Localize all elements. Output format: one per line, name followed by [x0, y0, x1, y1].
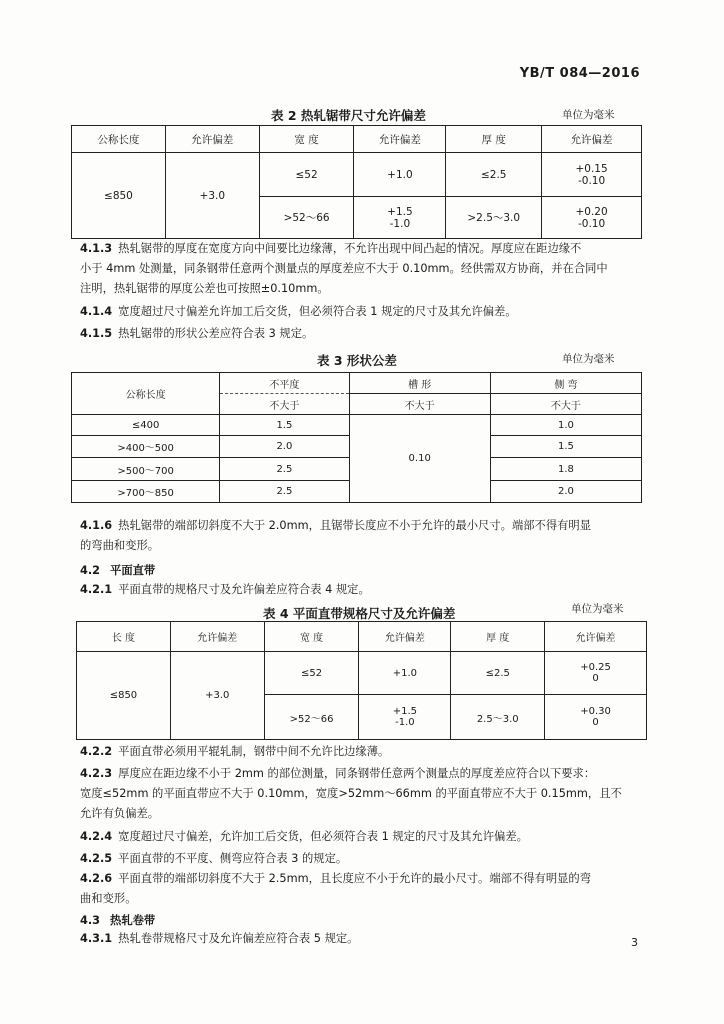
clause-4-1-6: [80, 516, 640, 556]
table3-length: >700～850: [72, 481, 220, 503]
page-number: 3: [631, 936, 638, 949]
tol-up: +0.25: [580, 662, 611, 673]
clause-text: 平面直带的不平度、侧弯应符合表 3 的规定。: [118, 852, 348, 865]
table4-length-tol: +3.0: [170, 652, 264, 740]
clause-number: 4.3.1: [80, 932, 113, 945]
table2-cell: ≤2.5: [446, 153, 542, 197]
tol-down: -1.0: [389, 217, 411, 230]
table2-length-tol: +3.0: [165, 153, 259, 239]
table3-length: ≤400: [72, 415, 220, 436]
table4-cell: [545, 695, 647, 740]
table4-header: 允许偏差: [170, 622, 264, 652]
table2-cell: [542, 197, 642, 239]
tol-down: 0: [592, 673, 599, 684]
table3-caption: 表 3 形状公差: [317, 353, 397, 368]
table3-camber: 0.10: [349, 415, 490, 503]
table2-cell: ≤52: [259, 153, 354, 197]
table4-cell: [359, 695, 451, 740]
clause-text: 厚度应在距边缘不小于 2mm 的部位测量，同条钢带任意两个测量点的厚度差应符合以下要求：: [118, 767, 596, 780]
clause-text: 热轧卷带规格尺寸及允许偏差应符合表 5 规定。: [118, 932, 359, 945]
tol-down: -1.0: [395, 717, 415, 728]
table3-header: 不平度: [220, 373, 349, 394]
table2-header: 允许偏差: [542, 126, 642, 153]
table3-header: 不大于: [349, 394, 490, 415]
clause-text: 平面直带必须用平辊轧制，钢带中间不允许比边缘薄。: [118, 745, 390, 758]
tol-up: +0.30: [580, 706, 611, 717]
clause-number: 4.1.4: [80, 305, 113, 318]
table4-caption: 表 4 平面直带规格尺寸及允许偏差: [263, 606, 456, 621]
clause-text: 热轧锯带的端部切斜度不大于 2.0mm，且锯带长度应不小于允许的最小尺寸。端部不得有明显: [118, 519, 592, 532]
clause-4-1-4: [80, 302, 640, 322]
tol-up: +0.20: [575, 205, 608, 218]
table3-header: 不大于: [490, 394, 641, 415]
table3-header: 不大于: [220, 394, 349, 415]
table3-sidebend: 1.5: [490, 436, 641, 458]
table3-sidebend: 2.0: [490, 481, 641, 503]
table3-header: 槽 形: [349, 373, 490, 394]
table4-cell: ≤52: [264, 652, 359, 695]
clause-text: 热轧锯带的厚度在宽度方向中间要比边缘薄，不允许出现中间凸起的情况。厚度应在距边缘不: [118, 242, 582, 255]
table4-cell: +1.0: [359, 652, 451, 695]
clause-4-1-5: [80, 324, 640, 344]
table4-cell: ≤2.5: [451, 652, 545, 695]
table2-cell: >2.5～3.0: [446, 197, 542, 239]
table3-flatness: 2.0: [220, 436, 349, 458]
tol-up: +1.5: [387, 205, 413, 218]
table2-cell: [542, 153, 642, 197]
section-number: 4.3: [80, 914, 101, 927]
clause-4-2-6: [80, 869, 640, 909]
table4-header: 允许偏差: [359, 622, 451, 652]
table2-header: 允许偏差: [165, 126, 259, 153]
clause-number: 4.2.3: [80, 767, 113, 780]
clause-text: 宽度≤52mm 的平面直带应不大于 0.10mm，宽度>52mm～66mm 的平面直带应不大于 0.15mm，且不: [80, 787, 622, 800]
clause-4-2-1: [80, 580, 640, 600]
table2-header: 宽 度: [259, 126, 354, 153]
table3-flatness: 2.5: [220, 458, 349, 481]
clause-text: 小于 4mm 处测量，同条钢带任意两个测量点的厚度差应不大于 0.10mm。经供需双方协商，并在合同中: [80, 262, 608, 275]
clause-4-2-3: [80, 764, 640, 824]
table4-unit: 单位为毫米: [571, 603, 624, 615]
table3-length: >500～700: [72, 458, 220, 481]
table3-unit: 单位为毫米: [562, 353, 615, 365]
clause-text: 平面直带的端部切斜度不大于 2.5mm，且长度应不小于允许的最小尺寸。端部不得有明显的弯: [118, 872, 592, 885]
table4-header: 允许偏差: [545, 622, 647, 652]
clause-number: 4.2.1: [80, 583, 113, 596]
tol-down: -0.10: [577, 174, 606, 187]
clause-number: 4.2.6: [80, 872, 113, 885]
table2-header: 允许偏差: [354, 126, 446, 153]
clause-number: 4.1.3: [80, 242, 113, 255]
tol-up: +1.5: [392, 706, 418, 717]
table3-flatness: 2.5: [220, 481, 349, 503]
table3-header: 公称长度: [72, 373, 220, 415]
table2-header: 公称长度: [72, 126, 166, 153]
standard-code: YB/T 084—2016: [519, 66, 640, 81]
tol-down: -0.10: [577, 217, 606, 230]
clause-number: 4.1.6: [80, 519, 113, 532]
tol-down: 0: [592, 717, 599, 728]
table2-header: 厚 度: [446, 126, 542, 153]
table2-cell: +1.0: [354, 153, 446, 197]
clause-text: 平面直带的规格尺寸及允许偏差应符合表 4 规定。: [118, 583, 370, 596]
table4-header: 宽 度: [264, 622, 359, 652]
clause-text: 允许有负偏差。: [80, 807, 160, 820]
clause-text: 曲和变形。: [80, 892, 137, 905]
clause-number: 4.2.4: [80, 830, 113, 843]
table2-cell: >52～66: [259, 197, 354, 239]
table3-flatness: 1.5: [220, 415, 349, 436]
clause-text: 宽度超过尺寸偏差，允许加工后交货，但必须符合表 1 规定的尺寸及其允许偏差。: [118, 830, 528, 843]
table3-sidebend: 1.8: [490, 458, 641, 481]
section-title: 热轧卷带: [110, 914, 156, 927]
clause-4-2-2: [80, 742, 640, 762]
table2-length: ≤850: [72, 153, 166, 239]
table4-cell: [545, 652, 647, 695]
table2-unit: 单位为毫米: [562, 109, 615, 121]
clause-number: 4.2.2: [80, 745, 113, 758]
clause-4-1-3: [80, 239, 640, 299]
table3-sidebend: 1.0: [490, 415, 641, 436]
clause-text: 的弯曲和变形。: [80, 539, 160, 552]
tol-up: +0.15: [575, 162, 608, 175]
table3-length: >400～500: [72, 436, 220, 458]
clause-number: 4.1.5: [80, 327, 113, 340]
table4-length: ≤850: [77, 652, 171, 740]
table4-header: 厚 度: [451, 622, 545, 652]
section-4-2: [80, 562, 155, 578]
table4-cell: 2.5～3.0: [451, 695, 545, 740]
table4-cell: >52～66: [264, 695, 359, 740]
table2-caption: 表 2 热轧锯带尺寸允许偏差: [271, 108, 426, 123]
clause-text: 注明，热轧锯带的厚度公差也可按照±0.10mm。: [80, 282, 329, 295]
clause-number: 4.2.5: [80, 852, 113, 865]
section-title: 平面直带: [110, 564, 156, 577]
clause-4-2-5: [80, 849, 640, 869]
clause-4-3-1: [80, 929, 640, 949]
clause-text: 热轧锯带的形状公差应符合表 3 规定。: [118, 327, 314, 340]
section-4-3: [80, 912, 155, 928]
table4: [76, 621, 647, 740]
clause-text: 宽度超过尺寸偏差允许加工后交货，但必须符合表 1 规定的尺寸及其允许偏差。: [118, 305, 517, 318]
table4-header: 长 度: [77, 622, 171, 652]
table2: [71, 125, 642, 239]
section-number: 4.2: [80, 564, 101, 577]
table3-header: 侧 弯: [490, 373, 641, 394]
table3: [71, 372, 642, 503]
clause-4-2-4: [80, 827, 640, 847]
table2-cell: [354, 197, 446, 239]
